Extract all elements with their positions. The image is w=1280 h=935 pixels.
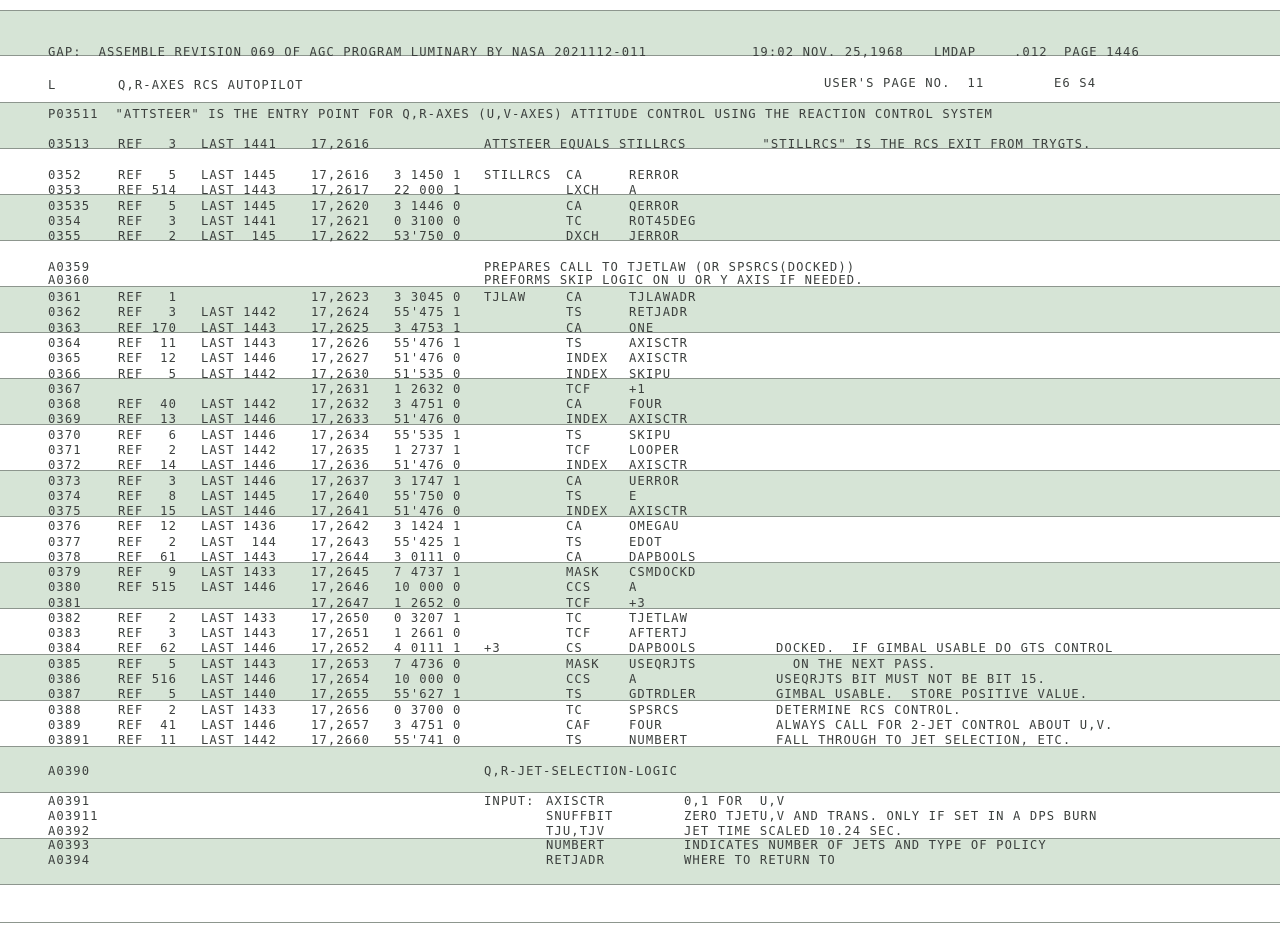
listing-seq: 0353 xyxy=(48,183,82,197)
listing-op: CCS xyxy=(566,672,592,686)
listing-operand: FOUR xyxy=(629,397,663,411)
listing-seq: 03891 xyxy=(48,733,91,747)
listing-addr: 17,2653 xyxy=(311,657,371,671)
listing-operand: DAPBOOLS xyxy=(629,641,697,655)
listing-word: 55'425 1 xyxy=(394,535,462,549)
listing-op: CA xyxy=(566,321,583,335)
listing-last: LAST 1443 xyxy=(201,183,277,197)
listing-operand: USEQRJTS xyxy=(629,657,697,671)
listing-last: LAST 1443 xyxy=(201,336,277,350)
listing-comment: INDICATES NUMBER OF JETS AND TYPE OF POLICY xyxy=(684,838,1047,852)
listing-word: 53'750 0 xyxy=(394,229,462,243)
program-name: LMDAP xyxy=(934,45,977,59)
paper-rule xyxy=(0,838,1280,839)
listing-addr: 17,2652 xyxy=(311,641,371,655)
listing-seq: A03911 xyxy=(48,809,99,823)
listing-op: CA xyxy=(566,550,583,564)
listing-ref: REF 11 xyxy=(118,733,178,747)
listing-op: DXCH xyxy=(566,229,600,243)
listing-addr: 17,2623 xyxy=(311,290,371,304)
listing-word: 1 2661 0 xyxy=(394,626,462,640)
listing-operand: ONE xyxy=(629,321,655,335)
listing-addr: 17,2626 xyxy=(311,336,371,350)
listing-seq: 0365 xyxy=(48,351,82,365)
listing-ref: REF 1 xyxy=(118,290,178,304)
listing-op: CA xyxy=(566,474,583,488)
listing-comment: WHERE TO RETURN TO xyxy=(684,853,836,867)
listing-ref: REF 61 xyxy=(118,550,178,564)
listing-comment: FALL THROUGH TO JET SELECTION, ETC. xyxy=(776,733,1072,747)
listing-operand: RETJADR xyxy=(629,305,689,319)
listing-word: 3 0111 0 xyxy=(394,550,462,564)
listing-addr: 17,2654 xyxy=(311,672,371,686)
listing-op: AXISCTR xyxy=(546,794,606,808)
listing-word: 51'476 0 xyxy=(394,412,462,426)
listing-word: 4 0111 1 xyxy=(394,641,462,655)
listing-addr: 17,2636 xyxy=(311,458,371,472)
listing-word: 7 4736 0 xyxy=(394,657,462,671)
listing-seq: A0394 xyxy=(48,853,91,867)
listing-addr: 17,2616 xyxy=(311,168,371,182)
listing-op: TCF xyxy=(566,382,592,396)
listing-operand: ROT45DEG xyxy=(629,214,697,228)
listing-addr: 17,2633 xyxy=(311,412,371,426)
listing-last: LAST 1436 xyxy=(201,519,277,533)
paper-edge-bottom xyxy=(0,928,1280,935)
listing-addr: 17,2642 xyxy=(311,519,371,533)
listing-last: LAST 1433 xyxy=(201,611,277,625)
listing-ref: REF 3 xyxy=(118,305,178,319)
listing-last: LAST 1446 xyxy=(201,580,277,594)
listing-addr: 17,2624 xyxy=(311,305,371,319)
listing-last: LAST 144 xyxy=(201,535,277,549)
listing-op: TCF xyxy=(566,443,592,457)
listing-word: 3 1747 1 xyxy=(394,474,462,488)
listing-comment: DETERMINE RCS CONTROL. xyxy=(776,703,962,717)
listing-seq: 0385 xyxy=(48,657,82,671)
listing-label: INPUT: xyxy=(484,794,535,808)
paper-edge-top xyxy=(0,0,1280,10)
listing-comment: ALWAYS CALL FOR 2-JET CONTROL ABOUT U,V. xyxy=(776,718,1114,732)
listing-op: NUMBERT xyxy=(546,838,606,852)
listing-operand: NUMBERT xyxy=(629,733,689,747)
listing-op: TJU,TJV xyxy=(546,824,606,838)
listing-operand: AXISCTR xyxy=(629,504,689,518)
listing-op: TCF xyxy=(566,626,592,640)
listing-seq: 0377 xyxy=(48,535,82,549)
listing-operand: TJLAWADR xyxy=(629,290,697,304)
section-title: Q,R-AXES RCS AUTOPILOT xyxy=(118,78,304,92)
listing-ref: REF 9 xyxy=(118,565,178,579)
listing-addr: 17,2630 xyxy=(311,367,371,381)
listing-ref: REF 41 xyxy=(118,718,178,732)
listing-word: 3 1424 1 xyxy=(394,519,462,533)
listing-addr: 17,2621 xyxy=(311,214,371,228)
listing-last: LAST 1442 xyxy=(201,305,277,319)
listing-operand: CSMDOCKD xyxy=(629,565,697,579)
listing-ref: REF 3 xyxy=(118,474,178,488)
listing-word: 51'535 0 xyxy=(394,367,462,381)
listing-operand: FOUR xyxy=(629,718,663,732)
listing-seq: 0387 xyxy=(48,687,82,701)
listing-op: INDEX xyxy=(566,504,609,518)
listing-op: LXCH xyxy=(566,183,600,197)
listing-comment: JET TIME SCALED 10.24 SEC. xyxy=(684,824,904,838)
listing-seq: 0374 xyxy=(48,489,82,503)
listing-seq: A0359 xyxy=(48,260,91,274)
listing-last: LAST 1445 xyxy=(201,168,277,182)
listing-seq: 0371 xyxy=(48,443,82,457)
listing-seq: 0376 xyxy=(48,519,82,533)
listing-addr: 17,2643 xyxy=(311,535,371,549)
listing-ref: REF 6 xyxy=(118,428,178,442)
listing-addr: 17,2620 xyxy=(311,199,371,213)
listing-seq: A0391 xyxy=(48,794,91,808)
listing-word: 55'476 1 xyxy=(394,336,462,350)
listing-label: TJLAW xyxy=(484,290,527,304)
listing-comment: 0,1 FOR U,V xyxy=(684,794,786,808)
listing-operand: LOOPER xyxy=(629,443,680,457)
listing-op: INDEX xyxy=(566,351,609,365)
listing-last: LAST 1446 xyxy=(201,458,277,472)
listing-ref: REF 12 xyxy=(118,351,178,365)
listing-addr: 17,2657 xyxy=(311,718,371,732)
listing-operand: +3 xyxy=(629,596,646,610)
listing-ref: REF 2 xyxy=(118,229,178,243)
listing-seq: 0366 xyxy=(48,367,82,381)
listing-ref: REF 3 xyxy=(118,626,178,640)
listing-comment: Q,R-JET-SELECTION-LOGIC xyxy=(484,764,679,778)
listing-word: 10 000 0 xyxy=(394,672,462,686)
listing-operand: A xyxy=(629,183,638,197)
listing-op: TS xyxy=(566,535,583,549)
listing-operand: EDOT xyxy=(629,535,663,549)
listing-word: 0 3700 0 xyxy=(394,703,462,717)
listing-last: LAST 1441 xyxy=(201,214,277,228)
page-number: PAGE 1446 xyxy=(1064,45,1140,59)
listing-last: LAST 1441 xyxy=(201,137,277,151)
listing-word: 7 4737 1 xyxy=(394,565,462,579)
listing-comment: GIMBAL USABLE. STORE POSITIVE VALUE. xyxy=(776,687,1089,701)
listing-op: CA xyxy=(566,397,583,411)
listing-ref: REF 2 xyxy=(118,611,178,625)
listing-seq: 0355 xyxy=(48,229,82,243)
listing-last: LAST 1446 xyxy=(201,672,277,686)
listing-last: LAST 145 xyxy=(201,229,277,243)
listing-operand: TJETLAW xyxy=(629,611,689,625)
listing-word: 51'476 0 xyxy=(394,504,462,518)
listing-last: LAST 1443 xyxy=(201,321,277,335)
listing-seq: 0379 xyxy=(48,565,82,579)
listing-last: LAST 1443 xyxy=(201,657,277,671)
listing-op: CAF xyxy=(566,718,592,732)
listing-ref: REF 170 xyxy=(118,321,178,335)
listing-seq: A0392 xyxy=(48,824,91,838)
listing-ref: REF 13 xyxy=(118,412,178,426)
listing-seq: 0383 xyxy=(48,626,82,640)
listing-comment: ON THE NEXT PASS. xyxy=(776,657,937,671)
listing-addr: 17,2625 xyxy=(311,321,371,335)
listing-word: 0 3207 1 xyxy=(394,611,462,625)
listing-word: 3 4751 0 xyxy=(394,718,462,732)
listing-word: 55'750 0 xyxy=(394,489,462,503)
listing-ref: REF 515 xyxy=(118,580,178,594)
listing-ref: REF 14 xyxy=(118,458,178,472)
listing-last: LAST 1442 xyxy=(201,733,277,747)
listing-operand: AFTERTJ xyxy=(629,626,689,640)
intro-comment: P03511 "ATTSTEER" IS THE ENTRY POINT FOR Q,R-AXES (U,V-AXES) ATTITUDE CONTROL USING THE REACTION CONTROL SYSTEM xyxy=(48,107,993,121)
listing-addr: 17,2660 xyxy=(311,733,371,747)
listing-addr: 17,2632 xyxy=(311,397,371,411)
listing-seq: 0361 xyxy=(48,290,82,304)
listing-ref: REF 40 xyxy=(118,397,178,411)
listing-last: LAST 1446 xyxy=(201,351,277,365)
listing-seq: 0352 xyxy=(48,168,82,182)
listing-addr: 17,2655 xyxy=(311,687,371,701)
listing-ref: REF 2 xyxy=(118,443,178,457)
paper-rule xyxy=(0,922,1280,923)
listing-word: 3 1450 1 xyxy=(394,168,462,182)
listing-op: TCF xyxy=(566,596,592,610)
listing-last: LAST 1442 xyxy=(201,367,277,381)
listing-seq: A0393 xyxy=(48,838,91,852)
listing-seq: 0384 xyxy=(48,641,82,655)
listing-operand: OMEGAU xyxy=(629,519,680,533)
listing-label: +3 xyxy=(484,641,501,655)
listing-word: 10 000 0 xyxy=(394,580,462,594)
users-page-number: USER'S PAGE NO. 11 xyxy=(824,76,985,90)
listing-addr: 17,2635 xyxy=(311,443,371,457)
listing-op: TS xyxy=(566,489,583,503)
listing-seq: 0368 xyxy=(48,397,82,411)
listing-word: 3 1446 0 xyxy=(394,199,462,213)
listing-ref: REF 5 xyxy=(118,367,178,381)
listing-operand: AXISCTR xyxy=(629,458,689,472)
listing-last: LAST 1443 xyxy=(201,626,277,640)
listing-word: 1 2652 0 xyxy=(394,596,462,610)
listing-operand: +1 xyxy=(629,382,646,396)
paper-rule xyxy=(0,102,1280,103)
listing-operand: AXISCTR xyxy=(629,336,689,350)
listing-seq: 0370 xyxy=(48,428,82,442)
listing-op: CA xyxy=(566,290,583,304)
listing-word: 1 2632 0 xyxy=(394,382,462,396)
listing-addr: 17,2637 xyxy=(311,474,371,488)
listing-op: RETJADR xyxy=(546,853,606,867)
listing-comment: ATTSTEER EQUALS STILLRCS "STILLRCS" IS THE RCS EXIT FROM TRYGTS. xyxy=(484,137,1092,151)
listing-ref: REF 5 xyxy=(118,168,178,182)
listing-word: 3 4751 0 xyxy=(394,397,462,411)
version-tag: E6 S4 xyxy=(1054,76,1097,90)
listing-operand: UERROR xyxy=(629,474,680,488)
listing-addr: 17,2651 xyxy=(311,626,371,640)
listing-last: LAST 1446 xyxy=(201,718,277,732)
listing-seq: 0382 xyxy=(48,611,82,625)
listing-last: LAST 1440 xyxy=(201,687,277,701)
listing-op: MASK xyxy=(566,565,600,579)
listing-ref: REF 5 xyxy=(118,687,178,701)
listing-word: 51'476 0 xyxy=(394,351,462,365)
log-letter: L xyxy=(48,78,57,92)
listing-op: CCS xyxy=(566,580,592,594)
listing-addr: 17,2646 xyxy=(311,580,371,594)
listing-last: LAST 1442 xyxy=(201,443,277,457)
listing-addr: 17,2622 xyxy=(311,229,371,243)
listing-ref: REF 514 xyxy=(118,183,178,197)
print-datetime: 19:02 NOV. 25,1968 xyxy=(752,45,904,59)
listing-op: TS xyxy=(566,336,583,350)
listing-op: SNUFFBIT xyxy=(546,809,614,823)
listing-addr: 17,2640 xyxy=(311,489,371,503)
listing-last: LAST 1433 xyxy=(201,565,277,579)
listing-last: LAST 1443 xyxy=(201,550,277,564)
listing-op: INDEX xyxy=(566,367,609,381)
listing-op: CA xyxy=(566,168,583,182)
listing-word: 55'475 1 xyxy=(394,305,462,319)
listing-seq: 0373 xyxy=(48,474,82,488)
listing-addr: 17,2634 xyxy=(311,428,371,442)
listing-seq: 0381 xyxy=(48,596,82,610)
listing-word: 22 000 1 xyxy=(394,183,462,197)
listing-op: CA xyxy=(566,519,583,533)
assembly-header: GAP: ASSEMBLE REVISION 069 OF AGC PROGRAM LUMINARY BY NASA 2021112-011 xyxy=(48,45,648,59)
listing-ref: REF 3 xyxy=(118,214,178,228)
listing-operand: DAPBOOLS xyxy=(629,550,697,564)
listing-last: LAST 1446 xyxy=(201,474,277,488)
listing-operand: SKIPU xyxy=(629,367,672,381)
listing-ref: REF 12 xyxy=(118,519,178,533)
listing-op: TS xyxy=(566,428,583,442)
listing-operand: RERROR xyxy=(629,168,680,182)
paper-rule xyxy=(0,194,1280,195)
listing-word: 0 3100 0 xyxy=(394,214,462,228)
listing-ref: REF 8 xyxy=(118,489,178,503)
listing-op: TS xyxy=(566,305,583,319)
listing-word: 55'627 1 xyxy=(394,687,462,701)
listing-operand: GDTRDLER xyxy=(629,687,697,701)
listing-ref: REF 2 xyxy=(118,703,178,717)
listing-comment: USEQRJTS BIT MUST NOT BE BIT 15. xyxy=(776,672,1046,686)
listing-operand: A xyxy=(629,672,638,686)
listing-ref: REF 15 xyxy=(118,504,178,518)
listing-operand: E xyxy=(629,489,638,503)
listing-word: 3 4753 1 xyxy=(394,321,462,335)
listing-addr: 17,2644 xyxy=(311,550,371,564)
listing-ref: REF 2 xyxy=(118,535,178,549)
listing-seq: 0364 xyxy=(48,336,82,350)
listing-seq: 0372 xyxy=(48,458,82,472)
listing-op: TC xyxy=(566,611,583,625)
listing-last: LAST 1433 xyxy=(201,703,277,717)
listing-addr: 17,2631 xyxy=(311,382,371,396)
listing-operand: AXISCTR xyxy=(629,351,689,365)
listing-word: 51'476 0 xyxy=(394,458,462,472)
listing-op: CS xyxy=(566,641,583,655)
listing-addr: 17,2645 xyxy=(311,565,371,579)
listing-word: 3 3045 0 xyxy=(394,290,462,304)
listing-seq: 0369 xyxy=(48,412,82,426)
listing-seq: 0388 xyxy=(48,703,82,717)
listing-op: TS xyxy=(566,733,583,747)
listing-seq: A0360 xyxy=(48,273,91,287)
listing-word: 55'741 0 xyxy=(394,733,462,747)
page-code: .012 xyxy=(1014,45,1048,59)
listing-word: 1 2737 1 xyxy=(394,443,462,457)
listing-addr: 17,2656 xyxy=(311,703,371,717)
listing-last: LAST 1445 xyxy=(201,489,277,503)
listing-seq: 0380 xyxy=(48,580,82,594)
listing-comment: ZERO TJETU,V AND TRANS. ONLY IF SET IN A DPS BURN xyxy=(684,809,1098,823)
listing-ref: REF 5 xyxy=(118,199,178,213)
listing-comment: DOCKED. IF GIMBAL USABLE DO GTS CONTROL xyxy=(776,641,1114,655)
listing-seq: 0378 xyxy=(48,550,82,564)
paper-rule xyxy=(0,10,1280,11)
listing-last: LAST 1446 xyxy=(201,428,277,442)
paper-rule xyxy=(0,792,1280,793)
listing-op: MASK xyxy=(566,657,600,671)
listing-op: INDEX xyxy=(566,458,609,472)
listing-seq: 0367 xyxy=(48,382,82,396)
listing-seq: 03513 xyxy=(48,137,91,151)
listing-last: LAST 1442 xyxy=(201,397,277,411)
listing-seq: A0390 xyxy=(48,764,91,778)
listing-op: CA xyxy=(566,199,583,213)
listing-seq: 0375 xyxy=(48,504,82,518)
listing-addr: 17,2647 xyxy=(311,596,371,610)
listing-seq: 0389 xyxy=(48,718,82,732)
listing-comment: PREPARES CALL TO TJETLAW (OR SPSRCS(DOCKED)) xyxy=(484,260,856,274)
listing-operand: SKIPU xyxy=(629,428,672,442)
listing-op: INDEX xyxy=(566,412,609,426)
listing-ref: REF 516 xyxy=(118,672,178,686)
listing-operand: JERROR xyxy=(629,229,680,243)
listing-op: TS xyxy=(566,687,583,701)
listing-operand: SPSRCS xyxy=(629,703,680,717)
listing-ref: REF 3 xyxy=(118,137,178,151)
listing-seq: 03535 xyxy=(48,199,91,213)
listing-op: TC xyxy=(566,214,583,228)
listing-last: LAST 1445 xyxy=(201,199,277,213)
listing-addr: 17,2617 xyxy=(311,183,371,197)
paper-rule xyxy=(0,884,1280,885)
listing-addr: 17,2616 xyxy=(311,137,371,151)
listing-seq: 0362 xyxy=(48,305,82,319)
listing-ref: REF 5 xyxy=(118,657,178,671)
paper-band xyxy=(0,838,1280,884)
listing-addr: 17,2627 xyxy=(311,351,371,365)
listing-ref: REF 11 xyxy=(118,336,178,350)
listing-operand: A xyxy=(629,580,638,594)
listing-operand: AXISCTR xyxy=(629,412,689,426)
listing-last: LAST 1446 xyxy=(201,504,277,518)
listing-last: LAST 1446 xyxy=(201,412,277,426)
listing-seq: 0386 xyxy=(48,672,82,686)
listing-last: LAST 1446 xyxy=(201,641,277,655)
listing-seq: 0363 xyxy=(48,321,82,335)
listing-operand: QERROR xyxy=(629,199,680,213)
listing-addr: 17,2641 xyxy=(311,504,371,518)
listing-ref: REF 62 xyxy=(118,641,178,655)
listing-comment: PREFORMS SKIP LOGIC ON U OR Y AXIS IF NEEDED. xyxy=(484,273,864,287)
listing-op: TC xyxy=(566,703,583,717)
listing-addr: 17,2650 xyxy=(311,611,371,625)
listing-seq: 0354 xyxy=(48,214,82,228)
listing-word: 55'535 1 xyxy=(394,428,462,442)
listing-label: STILLRCS xyxy=(484,168,552,182)
